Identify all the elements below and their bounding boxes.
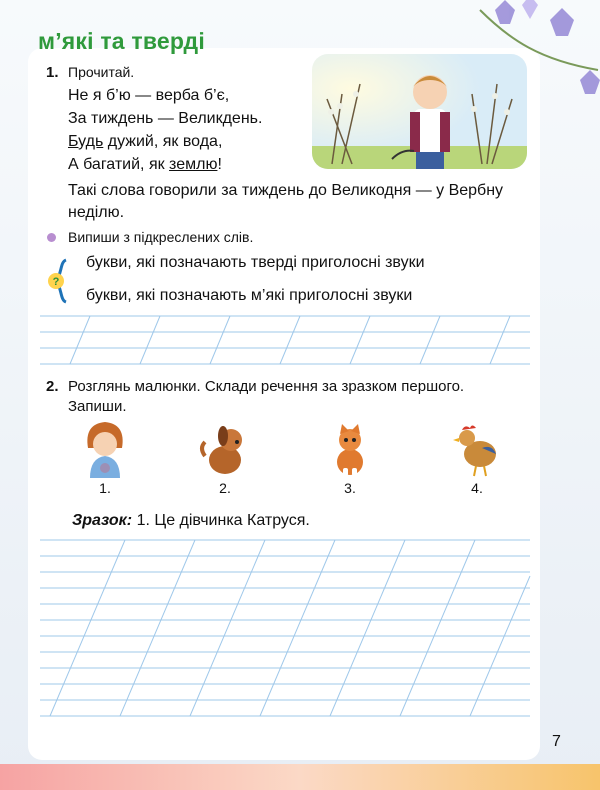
picture-item-label: 2. [219,480,231,496]
task-1-instruction: Прочитай. [68,64,135,80]
girl-icon [80,420,130,478]
svg-text:?: ? [52,276,60,288]
option-soft-consonants: букви, які позначають м’які приголосні звуки [86,287,413,304]
poem-line: А багатий, як землю! [68,156,222,173]
option-hard-consonants: букви, які позначають тверді приголосні звуки [86,254,425,271]
bottom-decorative-band [0,764,600,790]
poem-line: Будь дужий, як вода, [68,133,223,150]
picture-items-row [70,420,510,510]
picture-item-label: 1. [99,480,111,496]
boy-with-willow-illustration [312,54,527,169]
bullet-icon [47,233,56,242]
poem-line: Не я б’ю — верба б’є, [68,87,230,104]
picture-item-label: 4. [471,480,483,496]
underlined-word: землю [169,156,218,173]
page-title: м’які та тверді [38,28,205,54]
picture-item [442,420,512,496]
example-label: Зразок: [72,512,133,529]
underlined-word: Будь [68,133,104,150]
picture-item [190,420,260,496]
task-2-instruction-line-1: Розглянь малюнки. Склади речення за зразком першого. [68,378,465,395]
page-number: 7 [552,733,561,750]
picture-item [315,420,385,496]
write-out-instruction: Випиши з підкреслених слів. [68,229,254,245]
hen-icon [452,420,502,478]
picture-item-label: 3. [344,480,356,496]
kitten-icon [325,420,375,478]
writing-lines-task-2[interactable] [40,536,532,726]
writing-lines-task-1[interactable] [40,312,532,372]
example-text: 1. Це дівчинка Катруся. [132,512,310,529]
poem-line: За тиждень — Великдень. [68,110,263,127]
puppy-icon [197,420,253,478]
task-1-number: 1. [46,64,59,81]
question-brace-icon [46,256,78,306]
poem [68,84,262,176]
example-sentence [72,512,310,530]
task-2-instruction-line-2: Запиши. [68,398,127,415]
explanation-paragraph: Такі слова говорили за тиждень до Великодня — у Вербну неділю. [68,182,504,221]
picture-item [70,420,140,496]
task-2-number: 2. [46,378,59,395]
